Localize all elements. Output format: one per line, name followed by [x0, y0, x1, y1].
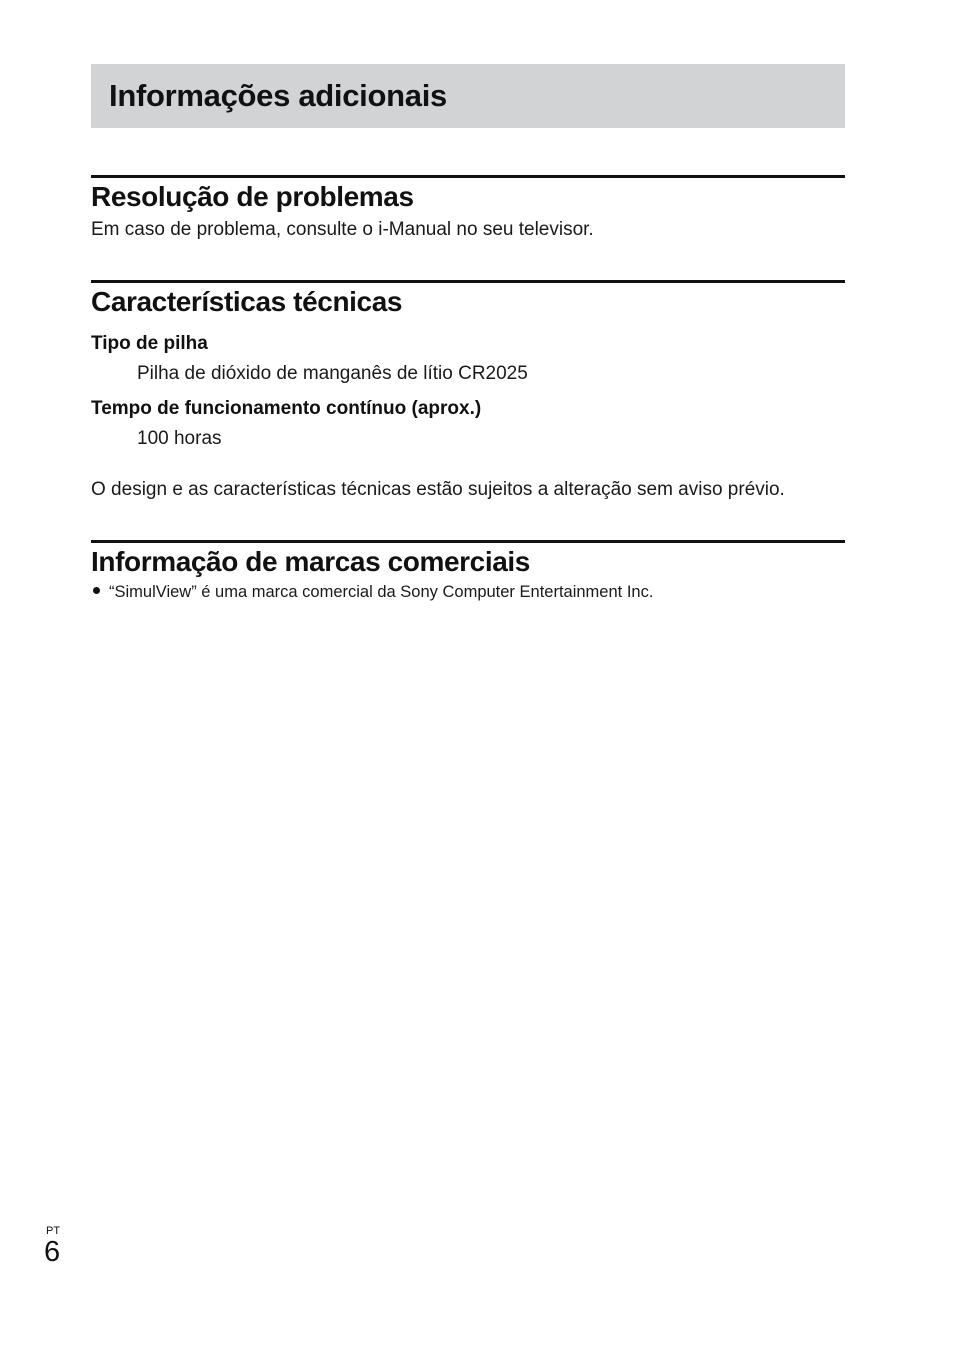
section-trademarks — [91, 540, 845, 603]
section-troubleshooting — [91, 175, 845, 242]
trademark-text: “SimulView” é uma marca comercial da Sony Computer Entertainment Inc. — [109, 583, 654, 601]
specifications-note: O design e as características técnicas estão sujeitos a alteração sem aviso prévio. — [91, 479, 785, 500]
section-specifications — [91, 280, 845, 502]
section-title-trademarks: Informação de marcas comerciais — [91, 546, 530, 577]
chapter-title: Informações adicionais — [109, 78, 447, 113]
trademark-bullet-item — [91, 581, 845, 603]
spec-value-battery: Pilha de dióxido de manganês de lítio CR2025 — [137, 363, 528, 384]
page-language-code: PT — [46, 1225, 61, 1237]
spec-label-operating-time: Tempo de funcionamento contínuo (aprox.) — [91, 398, 482, 419]
chapter-banner — [91, 64, 845, 128]
spec-label-battery: Tipo de pilha — [91, 333, 208, 354]
bullet-icon — [93, 587, 100, 594]
section-title-specifications: Características técnicas — [91, 286, 403, 317]
spec-value-operating-time: 100 horas — [137, 428, 222, 449]
spec-item — [91, 397, 845, 451]
section-title-troubleshooting: Resolução de problemas — [91, 181, 414, 212]
page-number: 6 — [44, 1236, 61, 1268]
spec-item — [91, 332, 845, 386]
troubleshooting-text: Em caso de problema, consulte o i-Manual no seu televisor. — [91, 219, 594, 240]
